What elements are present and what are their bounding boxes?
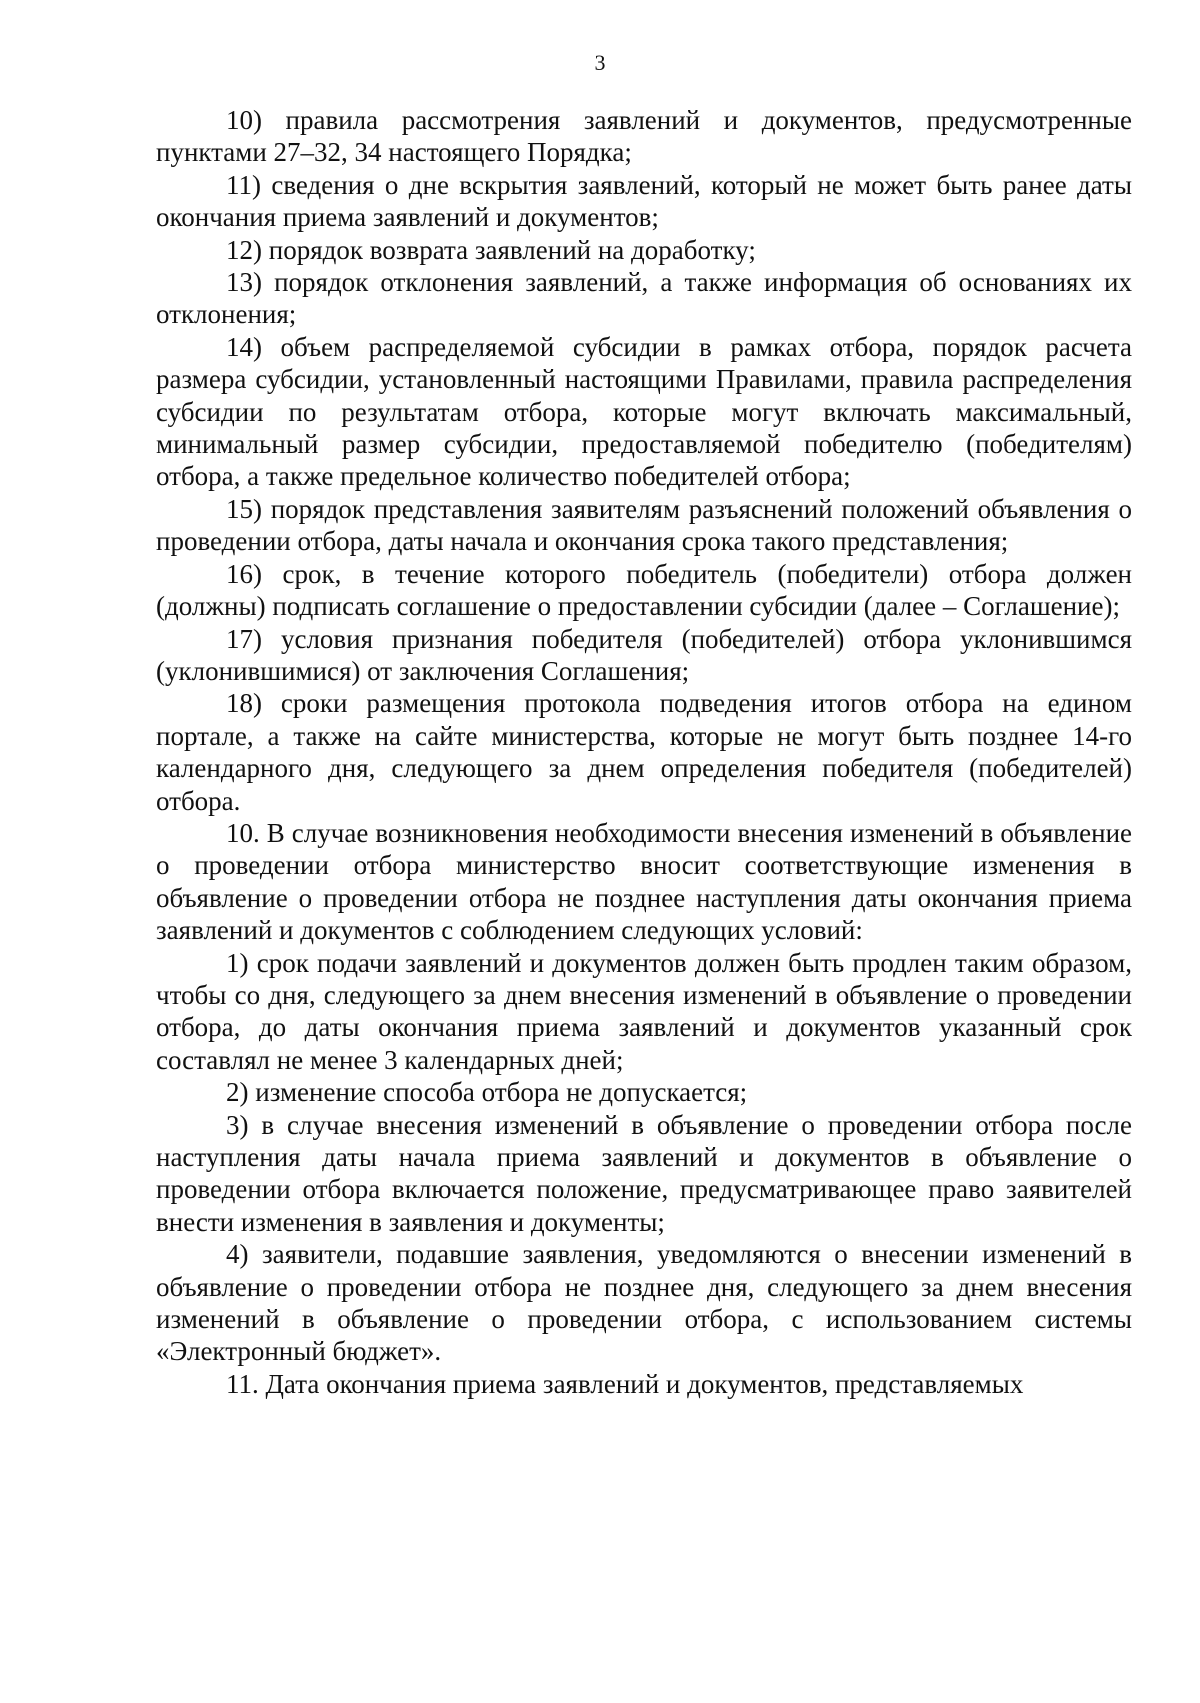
paragraph-item-11: 11) сведения о дне вскрытия заявлений, который не может быть ранее даты окончания приема заявлений и документов; xyxy=(156,169,1132,233)
condition-item-2: 2) изменение способа отбора не допускается; xyxy=(226,1077,748,1108)
condition-item-3: 3) в случае внесения изменений в объявление о проведении отбора после наступления даты начала приема заявлений и документов в объявление о проведении отбора включается положение, предусматривающее право заявителей внести изменения в заявления и документы; xyxy=(156,1109,1132,1237)
paragraph-item-13: 13) порядок отклонения заявлений, а также информация об основаниях их отклонения; xyxy=(156,267,1132,330)
paragraph-item-18: 18) сроки размещения протокола подведения итогов отбора на едином портале, а также на сайте министерства, которые не могут быть позднее 14-го календарного дня, следующего за днем определения победителя (победителей) отбора. xyxy=(156,688,1132,816)
paragraph-item-14: 14) объем распределяемой субсидии в рамках отбора, порядок расчета размера субсидии, установленный настоящими Правилами, правила распределения субсидии по результатам отбора, которые могут включать максимальный, минимальный размер субсидии, предоставляемой победителю (победителям) отбора, а также предельное количество победителей отбора; xyxy=(156,331,1132,492)
document-body xyxy=(156,104,1132,1400)
paragraph-item-15: 15) порядок представления заявителям разъяснений положений объявления о проведении отбора, даты начала и окончания срока такого представления; xyxy=(156,493,1132,557)
condition-item-4: 4) заявители, подавшие заявления, уведомляются о внесении изменений в объявление о проведении отбора не позднее дня, следующего за днем внесения изменений в объявление о проведении отбора, с использованием системы «Электронный бюджет». xyxy=(156,1239,1132,1367)
page-number: 3 xyxy=(594,50,606,75)
section-11-paragraph: 11. Дата окончания приема заявлений и документов, представляемых xyxy=(226,1368,1024,1399)
paragraph-item-12: 12) порядок возврата заявлений на доработку; xyxy=(226,234,756,265)
paragraph-item-16: 16) срок, в течение которого победитель (победители) отбора должен (должны) подписать соглашение о предоставлении субсидии (далее – Соглашение); xyxy=(156,558,1132,622)
paragraph-item-10: 10) правила рассмотрения заявлений и документов, предусмотренные пунктами 27–32, 34 настоящего Порядка; xyxy=(156,105,1132,168)
condition-item-1: 1) срок подачи заявлений и документов должен быть продлен таким образом, чтобы со дня, следующего за днем внесения изменений в объявление о проведении отбора, до даты окончания приема заявлений и документов указанный срок составлял не менее 3 календарных дней; xyxy=(156,947,1132,1075)
paragraph-item-17: 17) условия признания победителя (победителей) отбора уклонившимся (уклонившимися) от заключения Соглашения; xyxy=(156,623,1132,686)
section-10-paragraph: 10. В случае возникновения необходимости внесения изменений в объявление о проведении отбора министерство вносит соответствующие изменения в объявление о проведении отбора не позднее наступления даты окончания приема заявлений и документов с соблюдением следующих условий: xyxy=(156,817,1132,946)
